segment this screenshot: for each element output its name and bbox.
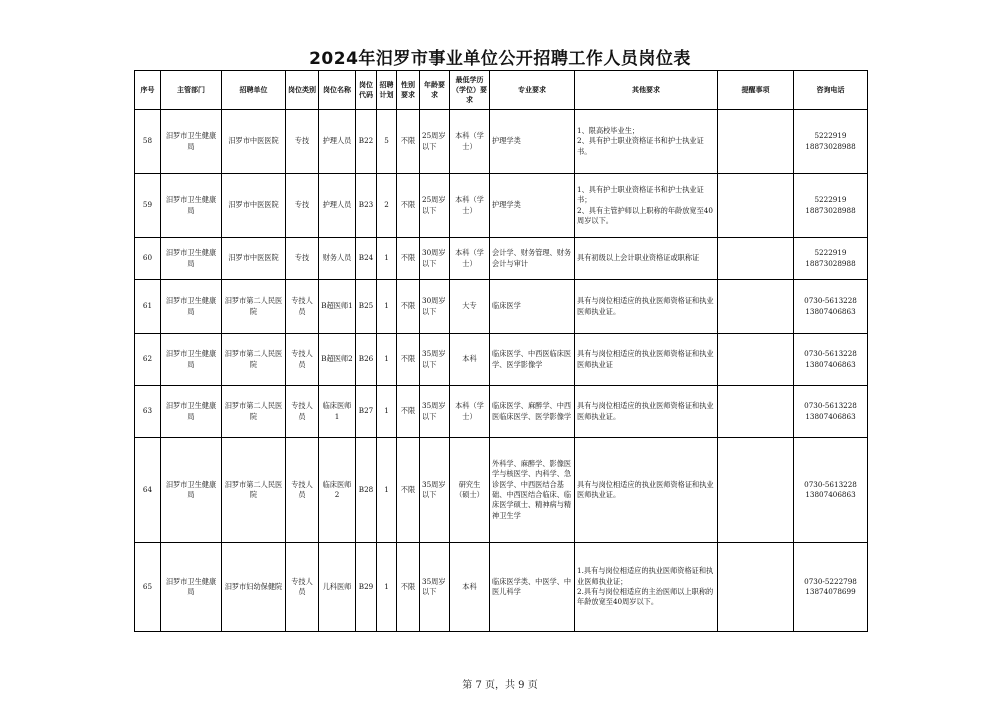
cell-other: 具有与岗位相适应的执业医师资格证和执业医师执业证。 [575,280,718,334]
cell-unit: 汨罗市妇幼保健院 [222,543,286,632]
table-row [135,543,868,632]
cell-tel: 5222919 18873028988 [794,110,868,174]
cell-plan: 1 [377,438,397,543]
cell-gender: 不限 [397,386,420,438]
table-row [135,438,868,543]
cell-age: 35周岁以下 [420,543,450,632]
cell-age: 25周岁以下 [420,110,450,174]
cell-category: 专技 [286,174,319,238]
table-row [135,386,868,438]
cell-tel: 0730-5613228 13807406863 [794,438,868,543]
cell-category: 专技人员 [286,543,319,632]
cell-remind [718,386,794,438]
cell-age: 35周岁以下 [420,334,450,386]
cell-tel: 0730-5613228 13807406863 [794,334,868,386]
cell-dept: 汨罗市卫生健康局 [161,280,222,334]
table-row [135,334,868,386]
table-body [135,110,868,632]
cell-education: 本科（学士） [450,110,490,174]
cell-category: 专技人员 [286,334,319,386]
cell-remind [718,280,794,334]
cell-plan: 1 [377,238,397,280]
col-header-major: 专业要求 [490,71,575,110]
cell-remind [718,334,794,386]
cell-category: 专技 [286,238,319,280]
cell-gender: 不限 [397,334,420,386]
col-header-gender: 性别要求 [397,71,420,110]
cell-major: 临床医学、麻醉学、中西医临床医学、医学影像学 [490,386,575,438]
cell-education: 本科 [450,543,490,632]
cell-other: 具有初级以上会计职业资格证或职称证 [575,238,718,280]
cell-code: B27 [356,386,377,438]
cell-major: 会计学、财务管理、财务会计与审计 [490,238,575,280]
cell-tel: 0730-5613228 13807406863 [794,386,868,438]
cell-other: 具有与岗位相适应的执业医师资格证和执业医师执业证。 [575,386,718,438]
cell-education: 本科（学士） [450,174,490,238]
cell-seq: 65 [135,543,161,632]
page-number: 第 7 页，共 9 页 [462,680,538,691]
cell-position: 财务人员 [319,238,356,280]
cell-major: 临床医学 [490,280,575,334]
cell-code: B22 [356,110,377,174]
cell-major: 护理学类 [490,110,575,174]
cell-age: 35周岁以下 [420,386,450,438]
cell-tel: 5222919 18873028988 [794,238,868,280]
cell-seq: 59 [135,174,161,238]
cell-code: B29 [356,543,377,632]
cell-major: 临床医学、中西医临床医学、医学影像学 [490,334,575,386]
col-header-position: 岗位名称 [319,71,356,110]
cell-category: 专技人员 [286,386,319,438]
cell-unit: 汨罗市第二人民医院 [222,334,286,386]
cell-plan: 2 [377,174,397,238]
cell-category: 专技 [286,110,319,174]
cell-position: 临床医师1 [319,386,356,438]
cell-tel: 0730-5222798 13874078699 [794,543,868,632]
cell-education: 研究生（硕士） [450,438,490,543]
cell-age: 25周岁以下 [420,174,450,238]
cell-education: 本科 [450,334,490,386]
cell-education: 本科（学士） [450,238,490,280]
cell-remind [718,174,794,238]
cell-dept: 汨罗市卫生健康局 [161,543,222,632]
cell-unit: 汨罗市第二人民医院 [222,280,286,334]
cell-remind [718,543,794,632]
cell-code: B25 [356,280,377,334]
col-header-category: 岗位类别 [286,71,319,110]
cell-position: 护理人员 [319,110,356,174]
cell-dept: 汨罗市卫生健康局 [161,386,222,438]
table-row [135,110,868,174]
cell-dept: 汨罗市卫生健康局 [161,174,222,238]
col-header-code: 岗位代码 [356,71,377,110]
cell-position: 儿科医师 [319,543,356,632]
col-header-tel: 咨询电话 [794,71,868,110]
cell-dept: 汨罗市卫生健康局 [161,438,222,543]
col-header-education: 最低学历（学位）要求 [450,71,490,110]
cell-code: B24 [356,238,377,280]
cell-major: 护理学类 [490,174,575,238]
cell-other: 具有与岗位相适应的执业医师资格证和执业医师执业证 [575,334,718,386]
cell-seq: 64 [135,438,161,543]
cell-seq: 62 [135,334,161,386]
cell-plan: 5 [377,110,397,174]
cell-other: 1、限高校毕业生； 2、具有护士职业资格证书和护士执业证书。 [575,110,718,174]
cell-plan: 1 [377,386,397,438]
cell-age: 30周岁以下 [420,238,450,280]
cell-tel: 5222919 18873028988 [794,174,868,238]
cell-dept: 汨罗市卫生健康局 [161,334,222,386]
col-header-age: 年龄要求 [420,71,450,110]
cell-remind [718,110,794,174]
cell-major: 临床医学类、中医学、中医儿科学 [490,543,575,632]
col-header-remind: 提醒事项 [718,71,794,110]
cell-code: B23 [356,174,377,238]
cell-seq: 58 [135,110,161,174]
page-title: 2024年汨罗市事业单位公开招聘工作人员岗位表 [309,49,691,69]
cell-seq: 63 [135,386,161,438]
cell-plan: 1 [377,280,397,334]
col-header-plan: 招聘计划 [377,71,397,110]
cell-other: 1、具有护士职业资格证书和护士执业证书； 2、具有主管护师以上职称的年龄放宽至40周岁以下。 [575,174,718,238]
cell-code: B26 [356,334,377,386]
table-header-row [135,71,868,110]
cell-other: 具有与岗位相适应的执业医师资格证和执业医师执业证。 [575,438,718,543]
cell-major: 外科学、麻醉学、影像医学与核医学、内科学、急诊医学、中西医结合基础、中西医结合临床、临床医学硕士、精神病与精神卫生学 [490,438,575,543]
cell-position: 护理人员 [319,174,356,238]
cell-unit: 汨罗市中医医院 [222,238,286,280]
cell-seq: 60 [135,238,161,280]
table-row [135,280,868,334]
cell-position: B超医师1 [319,280,356,334]
cell-plan: 1 [377,543,397,632]
cell-gender: 不限 [397,110,420,174]
col-header-dept: 主管部门 [161,71,222,110]
cell-code: B28 [356,438,377,543]
cell-dept: 汨罗市卫生健康局 [161,238,222,280]
cell-position: 临床医师2 [319,438,356,543]
cell-gender: 不限 [397,174,420,238]
cell-unit: 汨罗市中医医院 [222,174,286,238]
cell-seq: 61 [135,280,161,334]
cell-gender: 不限 [397,238,420,280]
cell-category: 专技人员 [286,438,319,543]
cell-other: 1.具有与岗位相适应的执业医师资格证和执业医师执业证； 2.具有与岗位相适应的主治医师以上职称的年龄放宽至40周岁以下。 [575,543,718,632]
cell-unit: 汨罗市第二人民医院 [222,386,286,438]
job-table [134,70,868,632]
col-header-unit: 招聘单位 [222,71,286,110]
cell-education: 本科（学士） [450,386,490,438]
table-row [135,238,868,280]
cell-gender: 不限 [397,280,420,334]
cell-category: 专技人员 [286,280,319,334]
cell-position: B超医师2 [319,334,356,386]
cell-unit: 汨罗市中医医院 [222,110,286,174]
cell-age: 30周岁以下 [420,280,450,334]
cell-unit: 汨罗市第二人民医院 [222,438,286,543]
cell-plan: 1 [377,334,397,386]
col-header-other: 其他要求 [575,71,718,110]
col-header-seq: 序号 [135,71,161,110]
cell-gender: 不限 [397,438,420,543]
cell-education: 大专 [450,280,490,334]
cell-dept: 汨罗市卫生健康局 [161,110,222,174]
cell-remind [718,438,794,543]
cell-age: 35周岁以下 [420,438,450,543]
cell-remind [718,238,794,280]
cell-tel: 0730-5613228 13807406863 [794,280,868,334]
table-row [135,174,868,238]
cell-gender: 不限 [397,543,420,632]
